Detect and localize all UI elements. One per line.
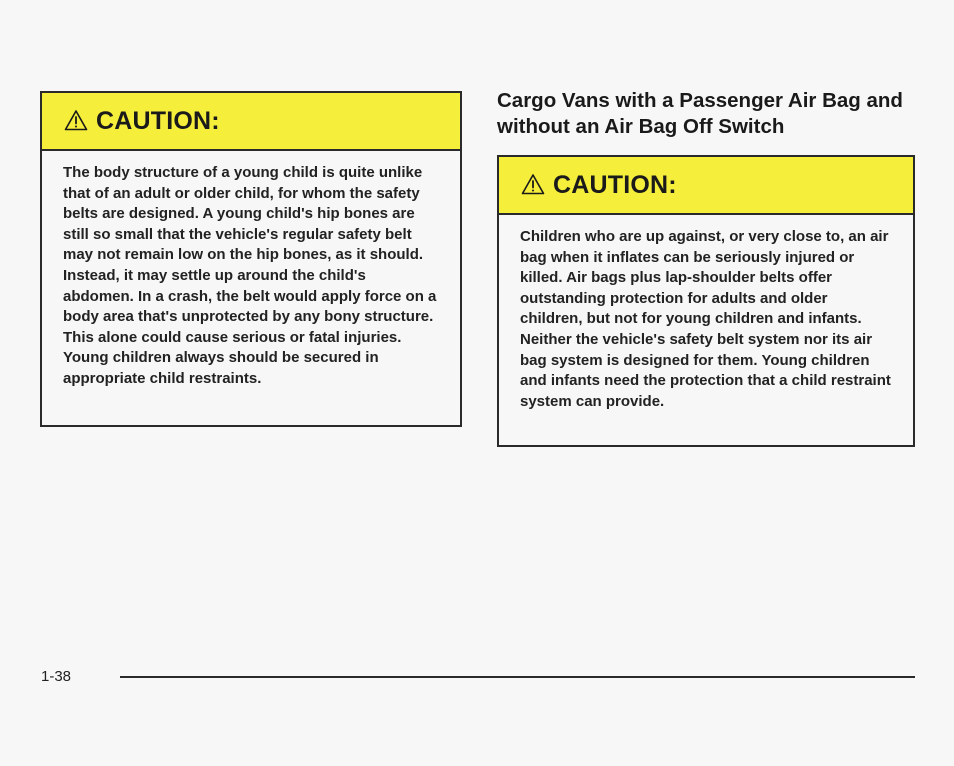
caution-title: CAUTION: — [96, 106, 220, 135]
warning-triangle-icon — [64, 109, 88, 131]
footer-divider — [120, 676, 915, 678]
page-number: 1-38 — [41, 668, 72, 685]
caution-box-child-body-structure — [40, 91, 462, 427]
caution-box-air-bag — [497, 155, 915, 447]
caution-title: CAUTION: — [553, 170, 677, 199]
warning-triangle-icon — [521, 173, 545, 195]
caution-header — [42, 93, 460, 151]
caution-text: Children who are up against, or very close to, an air bag when it inflates can be seriously injured or killed. Air bags plus lap-shoulder belts offer outstanding protection for adults and older children, but not for young children and infants. Neither the vehicle's safety belt system nor its air bag system is designed for them. Young children and infants need the protection that a child restraint system can provide. — [520, 228, 891, 410]
section-heading: Cargo Vans with a Passenger Air Bag and without an Air Bag Off Switch — [497, 89, 903, 138]
caution-header — [499, 157, 913, 215]
caution-text: The body structure of a young child is quite unlike that of an adult or older child, for whom the safety belts are designed. A young child's hip bones are still so small that the vehicle's regular safety belt may not remain low on the hip bones, as it should. Instead, it may settle up around the child's abdomen. In a crash, the belt would apply force on a body area that's unprotected by any bony structure. This alone could cause serious or fatal injuries. Young children always should be secured in appropriate child restraints. — [63, 164, 437, 387]
